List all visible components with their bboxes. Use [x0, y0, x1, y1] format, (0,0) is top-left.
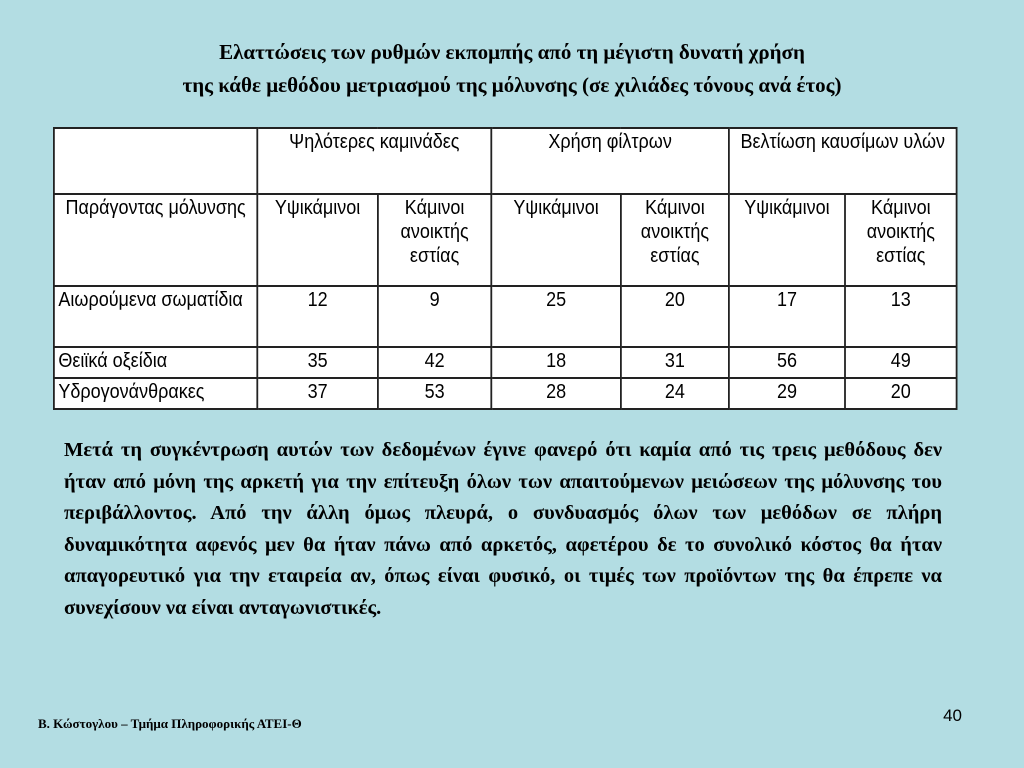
row-label: Υδρογονάνθρακες [54, 378, 257, 409]
table-group-header-row [54, 128, 957, 194]
table-cell: 20 [845, 378, 957, 409]
sub-header-open-hearth-3: Κάμινοι ανοικτής εστίας [845, 194, 957, 286]
table-cell: 49 [845, 347, 957, 378]
row-label: Θειϊκά οξείδια [54, 347, 257, 378]
table-cell: 53 [378, 378, 491, 409]
table-cell: 56 [729, 347, 845, 378]
title-line-2: της κάθε μεθόδου μετριασμού της μόλυνσης (σε χιλιάδες τόνους ανά έτος) [182, 73, 842, 97]
table-row [54, 378, 957, 409]
page-number: 40 [943, 706, 962, 725]
table-cell: 9 [378, 286, 491, 348]
table-cell: 42 [378, 347, 491, 378]
table-row [54, 347, 957, 378]
slide-title [0, 36, 1024, 102]
table-cell: 12 [257, 286, 378, 348]
sub-header-open-hearth-1: Κάμινοι ανοικτής εστίας [378, 194, 491, 286]
table-cell: 28 [491, 378, 621, 409]
group-header-tall-chimneys: Ψηλότερες καμινάδες [257, 128, 491, 194]
table-cell: 37 [257, 378, 378, 409]
table-cell: 31 [621, 347, 729, 378]
sub-header-blast-furnaces-2: Υψικάμινοι [491, 194, 621, 286]
table-sub-header-row [54, 194, 957, 286]
footer-author: Β. Κώστογλου – Τμήμα Πληροφορικής ΑΤΕΙ-Θ [38, 716, 302, 731]
title-line-1: Ελαττώσεις των ρυθμών εκπομπής από τη μέγιστη δυνατή χρήση [219, 40, 805, 64]
emissions-table-container [53, 127, 956, 410]
table-cell: 24 [621, 378, 729, 409]
table-cell: 18 [491, 347, 621, 378]
group-header-filters: Χρήση φίλτρων [491, 128, 729, 194]
table-cell: 17 [729, 286, 845, 348]
table-cell: 13 [845, 286, 957, 348]
emissions-table [53, 127, 958, 410]
sub-header-open-hearth-2: Κάμινοι ανοικτής εστίας [621, 194, 729, 286]
row-header-label: Παράγοντας μόλυνσης [54, 194, 257, 286]
group-header-fuel-improvement: Βελτίωση καυσίμων υλών [729, 128, 957, 194]
sub-header-blast-furnaces-1: Υψικάμινοι [257, 194, 378, 286]
table-cell: 29 [729, 378, 845, 409]
table-cell: 35 [257, 347, 378, 378]
sub-header-blast-furnaces-3: Υψικάμινοι [729, 194, 845, 286]
row-label: Αιωρούμενα σωματίδια [54, 286, 257, 348]
table-row [54, 286, 957, 348]
table-cell: 20 [621, 286, 729, 348]
table-corner-cell [54, 128, 257, 194]
body-paragraph: Μετά τη συγκέντρωση αυτών των δεδομένων έγινε φανερό ότι καμία από τις τρεις μεθόδους δεν ήταν από μόνη της αρκετή για την επίτευξη όλων των απαιτούμενων μειώσεων της μόλυνσης του περιβάλλοντος. Από την άλλη όμως πλευρά, ο συνδυασμός όλων των μεθόδων σε πλήρη δυναμικότητα αφενός μεν θα ήταν πάνω από αρκετός, αφετέρου δε το συνολικό κόστος θα ήταν απαγορευτικό για την εταιρεία αν, όπως είναι φυσικό, οι τιμές των προϊόντων της θα έπρεπε να συνεχίσουν να είναι ανταγωνιστικές. [64, 439, 942, 619]
table-cell: 25 [491, 286, 621, 348]
